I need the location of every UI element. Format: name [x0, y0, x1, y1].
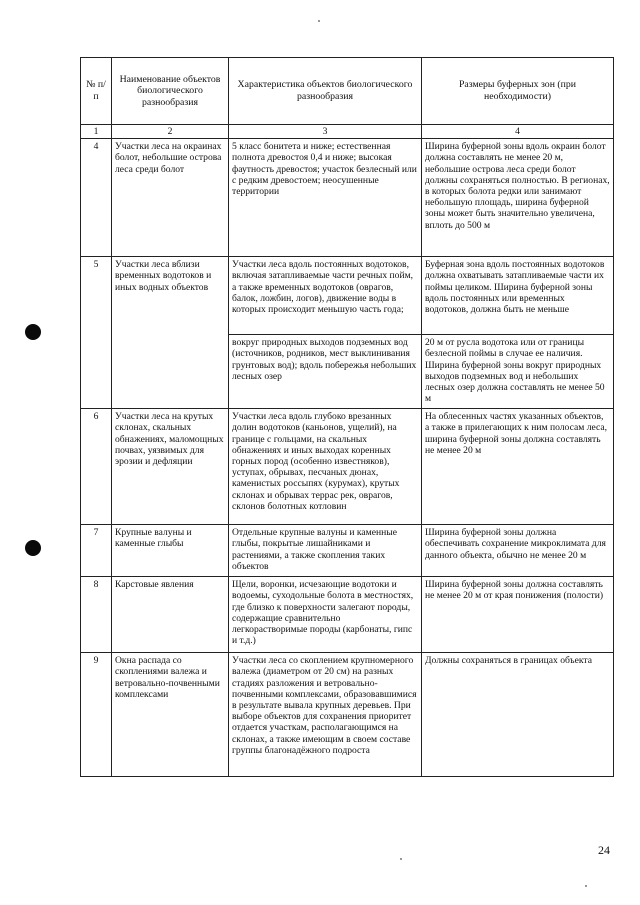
hole-punch-mark-upper: [25, 324, 41, 340]
object-name: Окна распада со скоплениями валежа и ветровально-почвенными комплексами: [112, 653, 229, 777]
scan-speck: [585, 885, 587, 887]
buffer-zone-size-extra: 20 м от русла водотока или от границы безлесной поймы в случае ее наличия. Ширина буферной зоны вокруг природных выходов подземных вод и небольших лесных озер должна составлять не менее 50 м: [422, 335, 614, 409]
header-buffer-size: Размеры буферных зон (при необходимости): [422, 58, 614, 125]
buffer-zone-size: Должны сохраняться в границах объекта: [422, 653, 614, 777]
object-name: Карстовые явления: [112, 577, 229, 653]
page-number: 24: [598, 843, 610, 857]
column-number: 4: [422, 125, 614, 139]
object-name: Участки леса на крутых склонах, скальных обнажениях, маломощных почвах, уязвимых для эрозии и дефляции: [112, 409, 229, 525]
object-name: Участки леса вблизи временных водотоков и иных водных объектов: [112, 257, 229, 409]
object-characteristic: 5 класс бонитета и ниже; естественная полнота древостоя 0,4 и ниже; высокая фаутность древостоя; участок безлесный или с редким древостоем; неосушенные территории: [229, 139, 422, 257]
buffer-zone-size: Ширина буферной зоны должна обеспечивать сохранение микроклимата для данного объекта, обычно не менее 20 м: [422, 525, 614, 577]
biodiversity-objects-table: [80, 57, 614, 777]
column-number: 1: [81, 125, 112, 139]
buffer-zone-size: Буферная зона вдоль постоянных водотоков должна охватывать затапливаемые части их поймы целиком. Ширина буферной зоны вдоль постоянных или временных водотоков, должна быть не меньше: [422, 257, 614, 335]
row-number: 9: [81, 653, 112, 777]
object-characteristic: Участки леса вдоль постоянных водотоков, включая затапливаемые части речных пойм, а также временных водотоков (оврагов, балок, ложбин, логов), движение воды в которых происходит меньшую часть года;: [229, 257, 422, 335]
column-number: 2: [112, 125, 229, 139]
object-characteristic: Отдельные крупные валуны и каменные глыбы, покрытые лишайниками и растениями, а также скопления таких объектов: [229, 525, 422, 577]
buffer-zone-size: Ширина буферной зоны вдоль окраин болот должна составлять не менее 20 м, небольшие острова леса среди болот должны сохраняться полностью. В регионах, в которых болота редки или занимают небольшую площадь, ширина буферной зоны может быть значительно увеличена, вплоть до 500 м: [422, 139, 614, 257]
table-row: [81, 653, 614, 777]
table-row: [81, 139, 614, 257]
table-row: [81, 577, 614, 653]
buffer-zone-size: Ширина буферной зоны должна составлять не менее 20 м от края понижения (полости): [422, 577, 614, 653]
object-characteristic: Участки леса со скоплением крупномерного валежа (диаметром от 20 см) на разных стадиях разложения и ветровально-почвенными комплексами, образовавшимися в результате вывала крупных деревьев. При выборе объектов для сохранения приоритет отдается участкам, располагающимся на склонах, а также имеющим в своем составе группы благонадёжного подроста: [229, 653, 422, 777]
header-object-characteristic: Характеристика объектов биологического разнообразия: [229, 58, 422, 125]
scan-speck: [400, 858, 402, 860]
table-header-row: [81, 58, 614, 125]
table-row: [81, 257, 614, 335]
hole-punch-mark-lower: [25, 540, 41, 556]
row-number: 5: [81, 257, 112, 409]
row-number: 6: [81, 409, 112, 525]
column-number-row: [81, 125, 614, 139]
column-number: 3: [229, 125, 422, 139]
row-number: 8: [81, 577, 112, 653]
table-row: [81, 409, 614, 525]
row-number: 4: [81, 139, 112, 257]
buffer-zone-size: На облесенных частях указанных объектов, а также в прилегающих к ним полосам леса, ширина буферной зоны должна составлять не менее 20 м: [422, 409, 614, 525]
header-number: № п/п: [81, 58, 112, 125]
object-characteristic: Щели, воронки, исчезающие водотоки и водоемы, суходольные болота в местностях, где близко к поверхности залегают породы, содержащие сравнительно легкорастворимые породы (карбонаты, гипс и т.д.): [229, 577, 422, 653]
object-characteristic-extra: вокруг природных выходов подземных вод (источников, родников, мест выклинивания грунтовых вод); вдоль побережья небольших лесных озер: [229, 335, 422, 409]
object-characteristic: Участки леса вдоль глубоко врезанных долин водотоков (каньонов, ущелий), на границе с гольцами, на скальных обнажениях и иных выходах коренных горных пород (особенно известняков), уступах, обрывах, песчаных дюнах, каменистых россыпях (курумах), крутых склонах и обрывах террас рек, оврагов, склонов болотных котловин: [229, 409, 422, 525]
object-name: Крупные валуны и каменные глыбы: [112, 525, 229, 577]
row-number: 7: [81, 525, 112, 577]
table-row: [81, 525, 614, 577]
header-object-name: Наименование объектов биологического разнообразия: [112, 58, 229, 125]
object-name: Участки леса на окраинах болот, небольшие острова леса среди болот: [112, 139, 229, 257]
scan-speck: [318, 20, 320, 22]
